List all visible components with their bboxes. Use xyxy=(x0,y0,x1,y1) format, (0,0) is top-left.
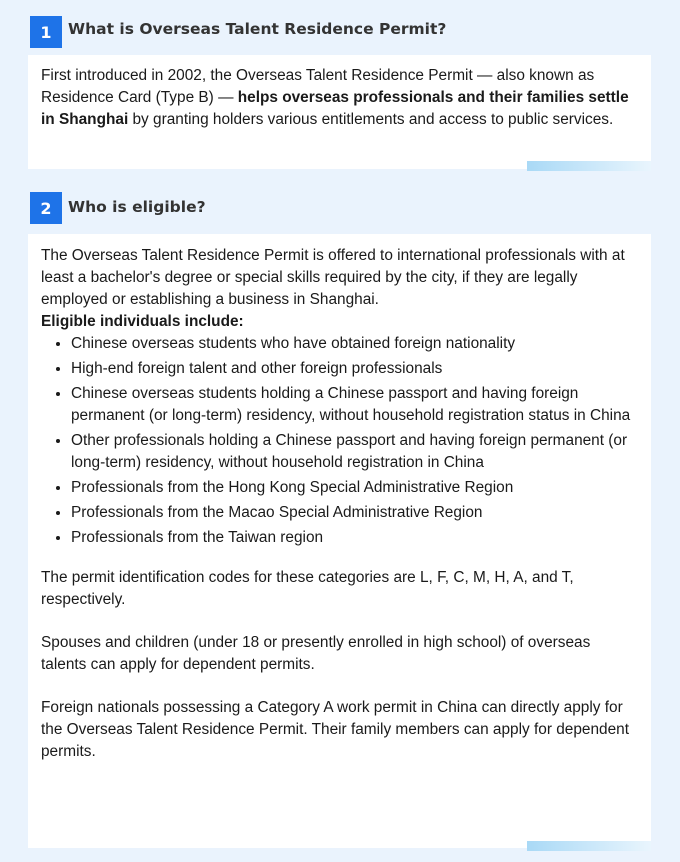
list-item: • Chinese overseas students who have obtained foreign nationality xyxy=(71,333,638,355)
category-a-paragraph: Foreign nationals possessing a Category A work permit in China can directly apply for the Overseas Talent Residence Permit. Their family members can apply for dependent permits. xyxy=(41,699,629,760)
list-item: • Chinese overseas students holding a Chinese passport and having foreign permanent (or long-term) residency, without household registration status in China xyxy=(71,383,638,427)
list-item: • Other professionals holding a Chinese passport and having foreign permanent (or long-term) residency, without household registration in China xyxy=(71,430,638,474)
section-1-accent-bar xyxy=(527,161,651,171)
codes-paragraph: The permit identification codes for these categories are L, F, C, M, H, A, and T, respectively. xyxy=(41,569,574,608)
section-2-intro: The Overseas Talent Residence Permit is offered to international professionals with at least a bachelor's degree or special skills required by the city, if they are legally employed or establishing a business in Shanghai. xyxy=(41,247,625,308)
section-1-number-badge: 1 xyxy=(30,16,62,48)
eligible-list xyxy=(41,333,638,549)
section-2-number-badge: 2 xyxy=(30,192,62,224)
list-item: • Professionals from the Macao Special Administrative Region xyxy=(71,502,638,524)
section-2-header xyxy=(30,192,206,222)
section-1-header xyxy=(30,14,446,44)
list-item: • High-end foreign talent and other foreign professionals xyxy=(71,358,638,380)
section-2-accent-bar xyxy=(527,841,651,851)
section-1-paragraph xyxy=(41,65,638,131)
section-1-text-bold: helps overseas professionals and their families settle in Shanghai xyxy=(41,89,629,128)
section-1-card xyxy=(28,55,651,169)
list-item: • Professionals from the Taiwan region xyxy=(71,527,638,549)
section-2-card xyxy=(28,234,651,848)
list-item: • Professionals from the Hong Kong Special Administrative Region xyxy=(71,477,638,499)
dependents-paragraph: Spouses and children (under 18 or presently enrolled in high school) of overseas talents can apply for dependent permits. xyxy=(41,634,591,673)
section-1-text-after: by granting holders various entitlements and access to public services. xyxy=(128,111,614,128)
section-2-title: Who is eligible? xyxy=(68,198,206,216)
section-1-text-before: First introduced in 2002, the Overseas Talent Residence Permit — also known as Residence Card (Type B) — xyxy=(41,67,595,106)
eligible-list-heading: Eligible individuals include: xyxy=(41,313,244,330)
section-1-title: What is Overseas Talent Residence Permit? xyxy=(68,20,447,38)
